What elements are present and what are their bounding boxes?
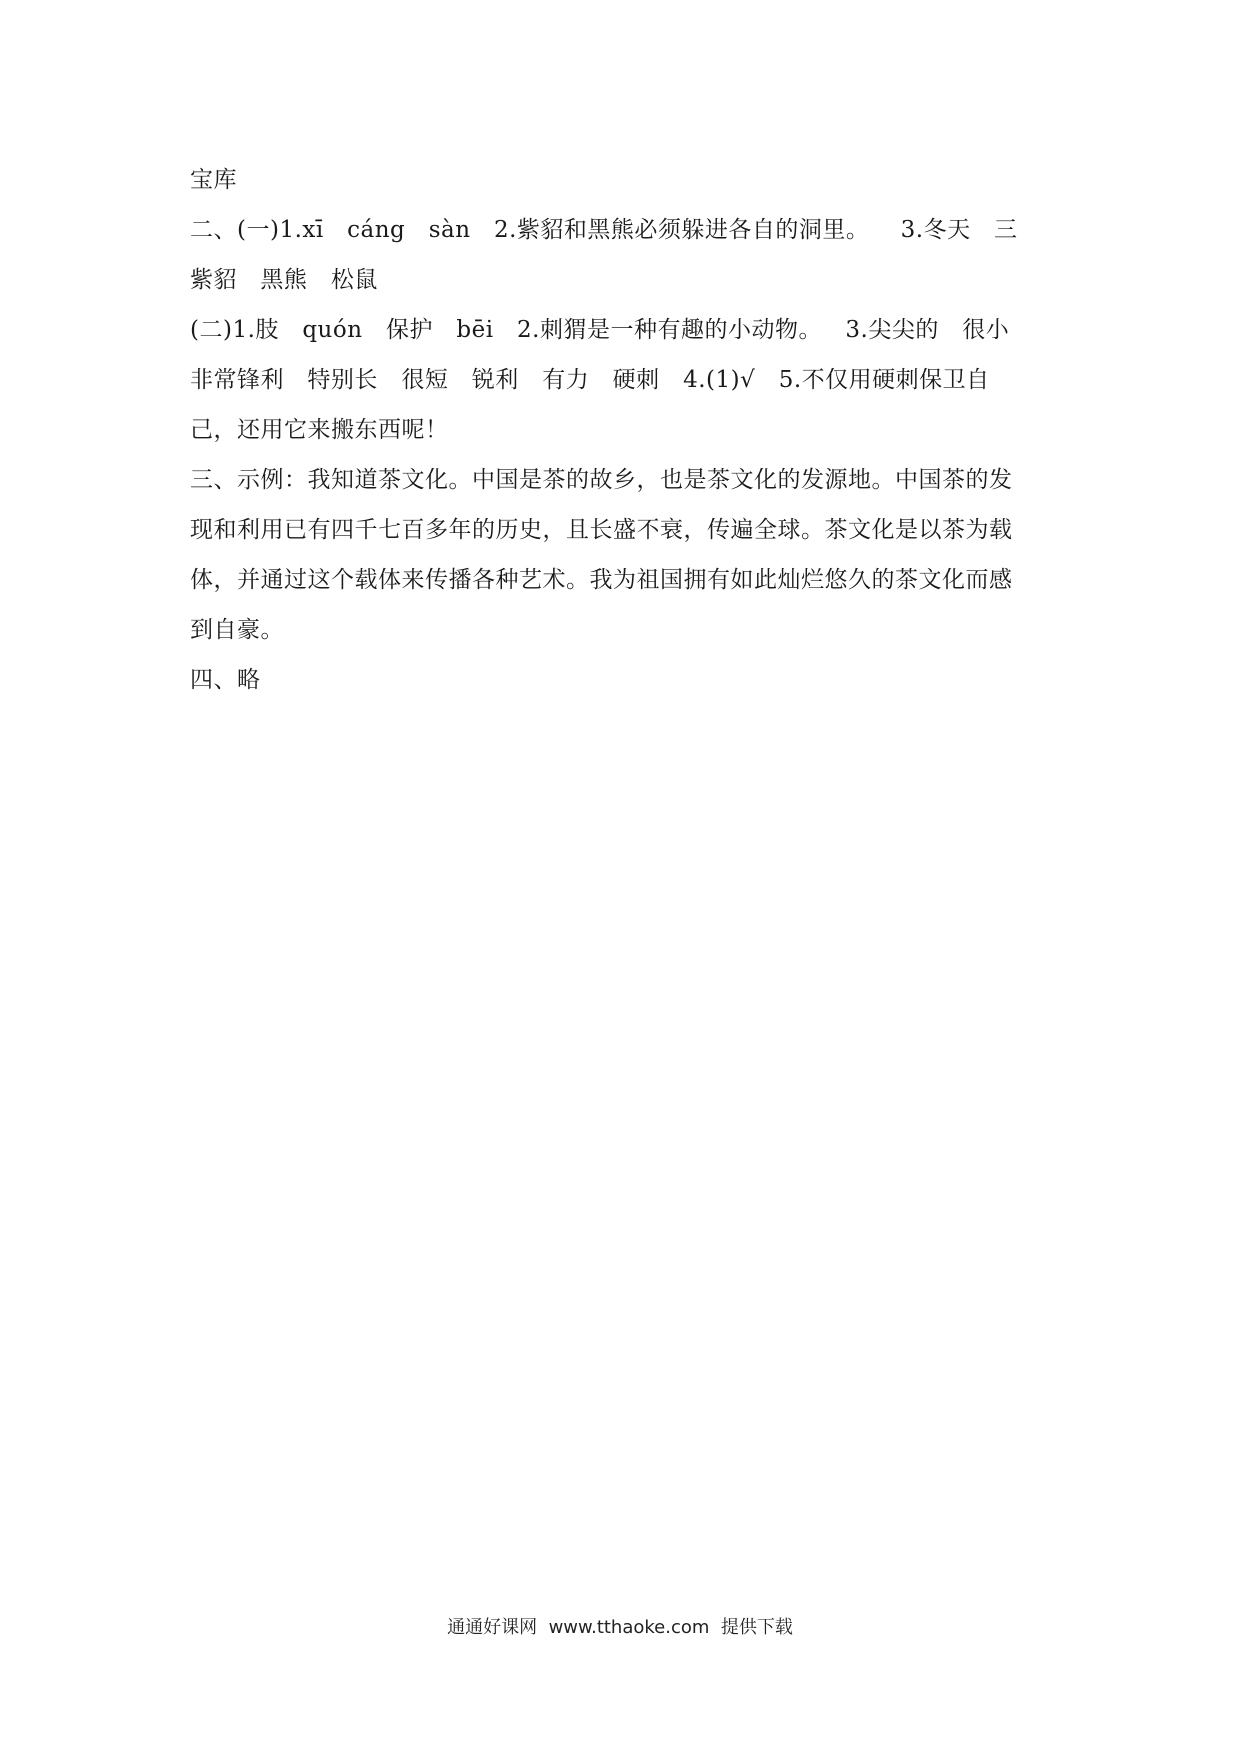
answer-line: 二、(一)1.xī cáng sàn 2.紫貂和黑熊必须躲进各自的洞里。 3.冬天 三 [190,217,1018,243]
answer-line: 己，还用它来搬东西呢！ [190,417,449,443]
answer-line: 紫貂 黑熊 松鼠 [190,267,378,293]
answer-line: 到自豪。 [190,617,284,643]
answer-line: 宝库 [190,167,237,193]
answer-content [190,155,1060,705]
page-footer: 通通好课网 www.tthaoke.com 提供下载 [447,1617,793,1638]
answer-line: (二)1.肢 quón 保护 bēi 2.刺猬是一种有趣的小动物。 3.尖尖的 很小 [190,317,1010,343]
answer-line: 三、示例：我知道茶文化。中国是茶的故乡，也是茶文化的发源地。中国茶的发 [190,467,1013,493]
answer-line: 现和利用已有四千七百多年的历史，且长盛不衰，传遍全球。茶文化是以茶为载 [190,517,1013,543]
answer-line: 非常锋利 特别长 很短 锐利 有力 硬刺 4.(1)√ 5.不仅用硬刺保卫自 [190,367,990,393]
answer-line: 体，并通过这个载体来传播各种艺术。我为祖国拥有如此灿烂悠久的茶文化而感 [190,567,1013,593]
answer-line: 四、略 [190,667,261,693]
